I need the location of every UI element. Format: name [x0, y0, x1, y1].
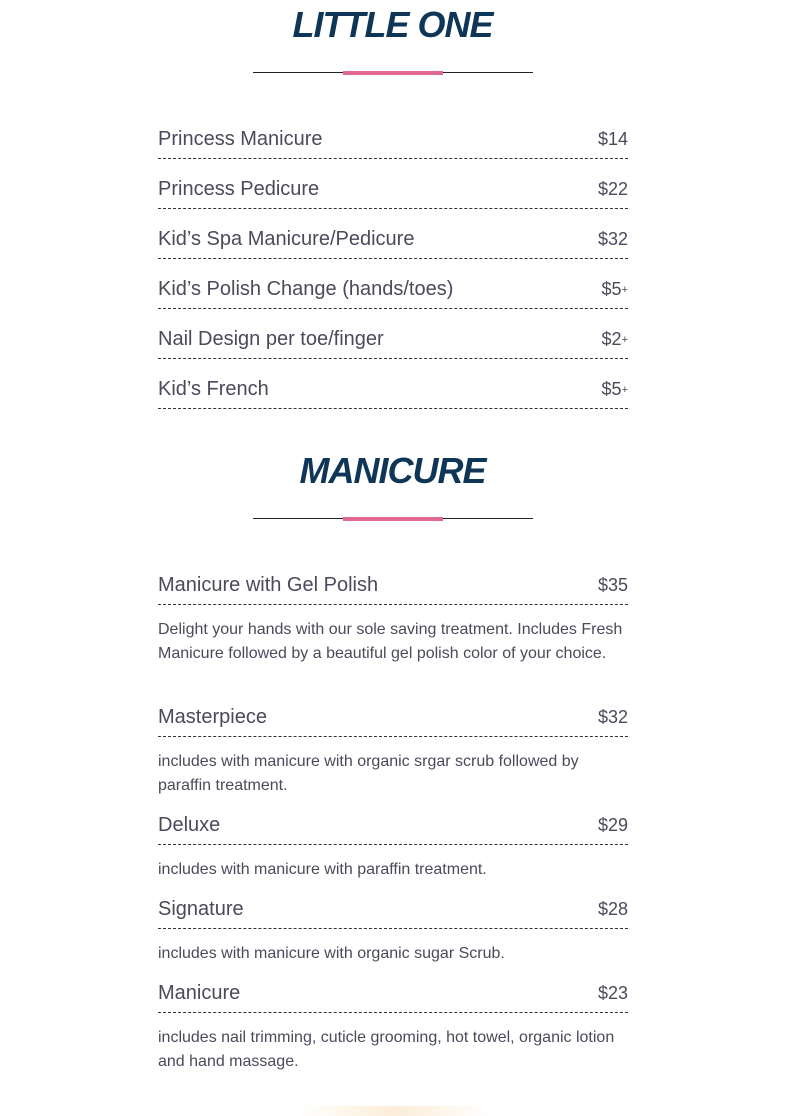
- item-description: includes with manicure with organic sugar Scrub.: [158, 945, 505, 962]
- item-name: Nail Design per toe/finger: [158, 328, 384, 350]
- item-price: $28: [597, 899, 628, 919]
- item-description: includes with manicure with organic srgar scrub followed by paraffin treatment.: [158, 753, 579, 794]
- price-suffix: +: [621, 284, 628, 296]
- item-price: $29: [597, 815, 628, 835]
- menu-item: [158, 572, 628, 605]
- menu-item: [158, 812, 628, 845]
- item-price: $22: [597, 179, 628, 199]
- section-divider: [253, 517, 533, 521]
- next-section-title-cropped: [300, 1106, 490, 1116]
- menu-item: [158, 126, 628, 159]
- item-price: $5+: [601, 379, 628, 399]
- menu-item: [158, 326, 628, 359]
- item-name: Princess Manicure: [158, 128, 323, 150]
- item-price: $23: [597, 983, 628, 1003]
- item-name: Manicure: [158, 982, 241, 1004]
- item-price: $32: [597, 707, 628, 727]
- item-name: Princess Pedicure: [158, 178, 320, 200]
- item-name: Kid’s French: [158, 378, 269, 400]
- menu-item: [158, 276, 628, 309]
- item-price: $35: [597, 575, 628, 595]
- item-price: $5+: [601, 279, 628, 299]
- item-price: $32: [597, 229, 628, 249]
- item-price: $2+: [601, 329, 628, 349]
- item-description: includes nail trimming, cuticle grooming, hot towel, organic lotion and hand massage.: [158, 1029, 615, 1070]
- item-name: Signature: [158, 898, 244, 920]
- menu-item: [158, 704, 628, 737]
- item-name: Kid’s Spa Manicure/Pedicure: [158, 228, 415, 250]
- item-price: $14: [597, 129, 628, 149]
- price-suffix: +: [621, 384, 628, 396]
- item-name: Deluxe: [158, 814, 221, 836]
- menu-item: [158, 980, 628, 1013]
- menu-item: [158, 176, 628, 209]
- section-title-little-one: LITTLE ONE: [292, 4, 493, 45]
- menu-item: [158, 896, 628, 929]
- menu-item: [158, 376, 628, 409]
- item-name: Kid’s Polish Change (hands/toes): [158, 278, 454, 300]
- section-title-manicure: MANICURE: [299, 450, 486, 491]
- item-description: Delight your hands with our sole saving treatment. Includes Fresh Manicure followed by a beautiful gel polish color of your choice.: [158, 621, 623, 662]
- section-divider: [253, 71, 533, 75]
- item-name: Manicure with Gel Polish: [158, 574, 379, 596]
- price-suffix: +: [621, 334, 628, 346]
- item-description: includes with manicure with paraffin treatment.: [158, 861, 487, 878]
- menu-item: [158, 226, 628, 259]
- item-name: Masterpiece: [158, 706, 267, 728]
